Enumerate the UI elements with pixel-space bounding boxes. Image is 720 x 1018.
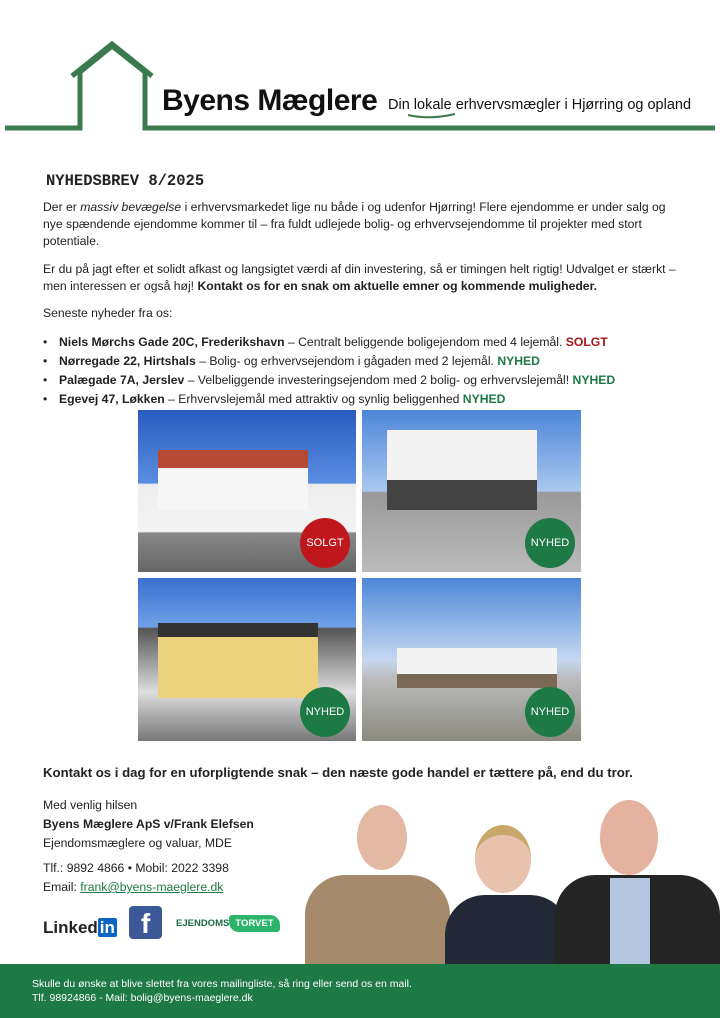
property-photo-lokken[interactable] <box>362 578 581 741</box>
status-badge: NYHED <box>525 687 575 737</box>
list-item[interactable]: • Nørregade 22, Hirtshals – Bolig- og erhvervsejendom i gågaden med 2 lejemål. NYHED <box>43 354 703 369</box>
status-badge: NYHED <box>462 392 506 406</box>
status-badge: NYHED <box>300 687 350 737</box>
intro-paragraph: Der er massiv bevægelse i erhvervsmarkedet lige nu både i og udenfor Hjørring! Flere ejendomme er under salg og nye spændende ejendomme kommer til – fra fuldt udlejede bolig- og erhvervsejendomme til projekter med stort potentiale. <box>43 200 666 248</box>
list-item[interactable]: • Niels Mørchs Gade 20C, Frederikshavn – Centralt beliggende boligejendom med 4 lejemål. SOLGT <box>43 335 703 350</box>
status-badge: NYHED <box>497 354 540 368</box>
email-link[interactable]: frank@byens-maeglere.dk <box>80 880 224 894</box>
ejendomstorvet-logo[interactable]: EJENDOMS TORVET <box>176 918 280 929</box>
linkedin-icon[interactable]: Linked in <box>43 918 115 937</box>
call-to-action: Kontakt os i dag for en uforpligtende snak – den næste gode handel er tættere på, end du tror. <box>43 765 633 780</box>
staff-photo <box>305 800 720 964</box>
news-heading: Seneste nyheder fra os: <box>43 306 173 320</box>
footer-contact: Tlf. 98924866 - Mail: bolig@byens-maeglere.dk <box>32 992 253 1004</box>
property-photo-frederikshavn[interactable] <box>138 410 356 572</box>
facebook-icon[interactable]: f <box>129 906 162 939</box>
status-badge: NYHED <box>525 518 575 568</box>
status-badge: SOLGT <box>300 518 350 568</box>
brand-name: Byens Mæglere <box>162 84 378 117</box>
signature: Med venlig hilsen Byens Mæglere ApS v/Frank Elefsen Ejendomsmæglere og valuar, MDE Tlf.: 9892 4866 • Mobil: 2022 3398 Email: frank@byens-maeglere.dk <box>43 798 254 894</box>
newsletter-title: NYHEDSBREV 8/2025 <box>46 172 205 190</box>
property-photo-hirtshals[interactable] <box>362 410 581 572</box>
list-item[interactable]: • Palægade 7A, Jerslev – Velbeliggende investeringsejendom med 2 bolig- og erhvervslejemål! NYHED <box>43 373 703 388</box>
footer <box>0 964 720 1018</box>
property-photo-jerslev[interactable] <box>138 578 356 741</box>
status-badge: SOLGT <box>565 335 608 349</box>
invest-paragraph: Er du på jagt efter et solidt afkast og langsigtet værdi af din investering, så er timingen helt rigtig! Udvalget er stærkt – men interessen er også høj! Kontakt os for en snak om aktuelle emner og kommende muligheder. <box>43 262 676 293</box>
unsubscribe-text: Skulle du ønske at blive slettet fra vores mailingliste, så ring eller send os en mail. <box>32 978 412 990</box>
status-badge: NYHED <box>572 373 616 387</box>
tagline: Din lokale erhvervsmægler i Hjørring og opland <box>388 97 692 113</box>
listing-list <box>43 335 703 411</box>
list-item[interactable]: • Egevej 47, Løkken – Erhvervslejemål med attraktiv og synlig beliggenhed NYHED <box>43 392 703 407</box>
